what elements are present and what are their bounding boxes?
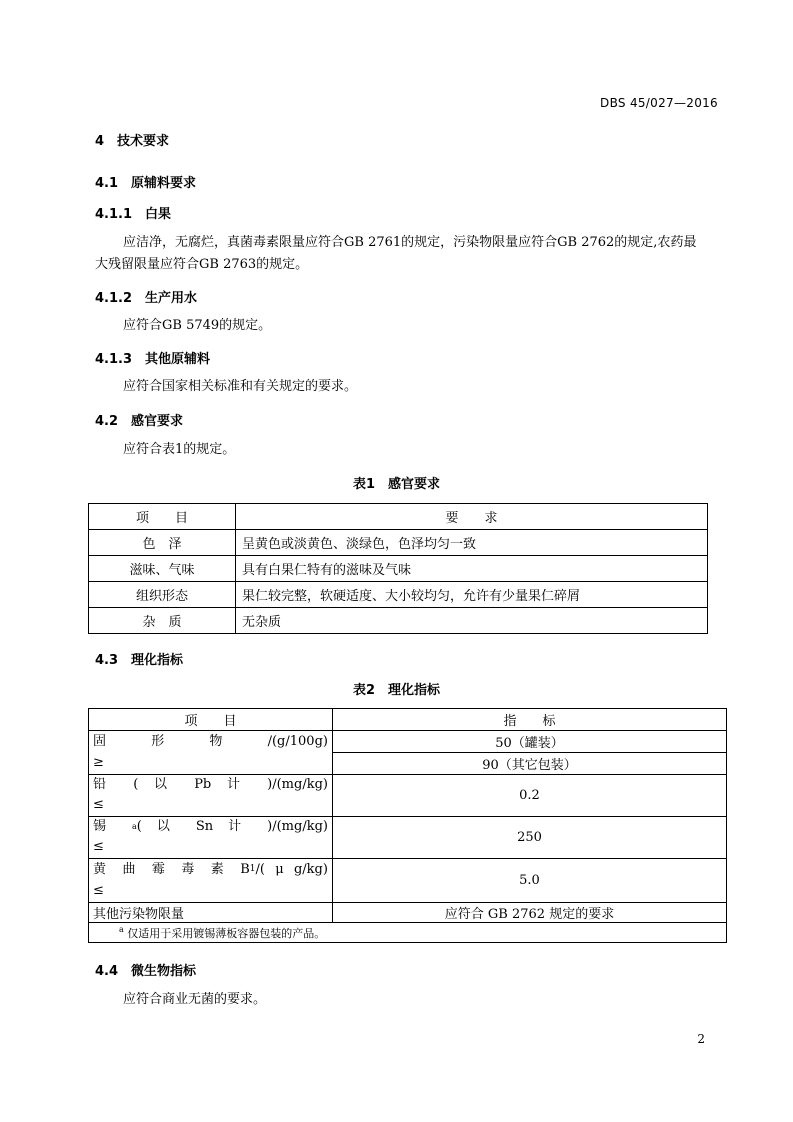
table-1-caption: 表1 感官要求 [352,477,441,492]
header-item: 项 目 [89,709,333,731]
document-number: DBS 45/027—2016 [600,96,718,110]
table-header-row [89,709,727,731]
row-item: 滋味、气味 [89,556,236,582]
word: 以 [153,777,179,792]
aflatoxin-item [89,859,333,903]
table-row [89,903,727,923]
solids-label-line [93,731,328,752]
other-contaminants-item: 其他污染物限量 [89,903,333,923]
aflatoxin-label-line [93,859,328,880]
table-2-caption: 表2 理化指标 [352,683,441,698]
table-row [89,731,727,753]
header-item: 项 目 [89,504,236,530]
word: 形 [151,734,185,749]
word: 锡 [93,819,117,834]
word: 以 [156,819,181,834]
tin-item [89,817,333,859]
word: ( [136,819,142,834]
section-4-4-title: 4.4 微生物指标 [95,964,197,979]
table-row [89,608,708,634]
section-4-title: 4 技术要求 [95,134,170,149]
word: Sn [195,819,214,834]
subscript: 1 [249,864,256,874]
section-4-1-3-paragraph: 应符合国家相关标准和有关规定的要求。 [123,379,358,394]
lead-label-line [93,775,328,795]
section-4-1-2-title: 4.1.2 生产用水 [95,291,198,306]
solids-value-other: 90（其它包装） [333,753,727,775]
table-row [89,556,708,582]
table-row [89,582,708,608]
table-row [89,817,727,859]
word: 物 [209,734,243,749]
word: 黄 [93,862,113,877]
paragraph-line-2: 大残留限量应符合GB 2763的规定。 [95,257,309,272]
row-item: 杂 质 [89,608,236,634]
comparison-sign: ≤ [93,797,104,812]
word: 毒 [181,862,201,877]
other-contaminants-value: 应符合 GB 2762 规定的要求 [333,903,727,923]
unit: /(g/100g) [267,734,328,749]
row-requirement: 具有白果仁特有的滋味及气味 [236,556,708,582]
word: 曲 [122,862,142,877]
page-number: 2 [697,1032,705,1046]
row-item: 色 泽 [89,530,236,556]
word: Pb [194,777,212,792]
unit: g/kg) [293,862,328,877]
word: 计 [228,819,253,834]
row-requirement: 无杂质 [236,608,708,634]
header-index: 指 标 [333,709,727,731]
comparison-sign: ≤ [93,839,104,854]
word: 霉 [151,862,172,877]
word: 固 [93,734,127,749]
row-requirement: 呈黄色或淡黄色、淡绿色，色泽均匀一致 [236,530,708,556]
note-text: 仅适用于采用镀锡薄板容器包装的产品。 [127,926,326,940]
section-4-3-title: 4.3 理化指标 [95,653,184,668]
solids-item [89,731,333,775]
aflatoxin-value: 5.0 [333,859,727,903]
comparison-sign: ≥ [93,755,104,770]
section-4-1-1-paragraph [95,232,725,276]
section-4-2-paragraph: 应符合表1的规定。 [123,442,236,457]
section-4-1-2-paragraph: 应符合GB 5749的规定。 [123,318,272,333]
lead-value: 0.2 [333,775,727,817]
table-row [89,775,727,817]
unit: )/(mg/kg) [267,819,328,834]
section-4-2-title: 4.2 感官要求 [95,414,184,429]
solids-value-canned: 50（罐装） [333,731,727,753]
header-requirement: 要 求 [236,504,708,530]
superscript: a [131,822,137,831]
word: μ [275,862,284,877]
section-4-1-title: 4.1 原辅料要求 [95,176,197,191]
b: B [240,862,250,877]
table-header-row [89,504,708,530]
table-note-row [89,923,727,943]
note-marker: a [119,924,124,934]
paragraph-line-1: 应洁净，无腐烂，真菌毒素限量应符合GB 2761的规定，污染物限量应符合GB 2762的规定,农药最 [123,235,697,250]
word: 素 [210,862,230,877]
word: 计 [226,777,252,792]
tin-value: 250 [333,817,727,859]
tin-label-line [93,817,328,837]
unit: )/(mg/kg) [267,777,328,792]
word: 铅 [93,777,118,792]
sensory-requirements-table [88,503,708,634]
row-requirement: 果仁较完整，软硬适度、大小较均匀，允许有少量果仁碎屑 [236,582,708,608]
comparison-sign: ≤ [93,883,104,898]
word: ( [133,777,139,792]
lead-item [89,775,333,817]
table-row [89,859,727,903]
table-row [89,530,708,556]
section-4-1-1-title: 4.1.1 白果 [95,207,172,222]
paren: /( [255,862,265,877]
section-4-4-paragraph: 应符合商业无菌的要求。 [123,992,267,1007]
word [240,862,265,877]
section-4-1-3-title: 4.1.3 其他原辅料 [95,352,211,367]
footnote-ref [132,819,142,834]
physicochemical-indicators-table [88,708,727,943]
row-item: 组织形态 [89,582,236,608]
table-note [89,923,727,943]
